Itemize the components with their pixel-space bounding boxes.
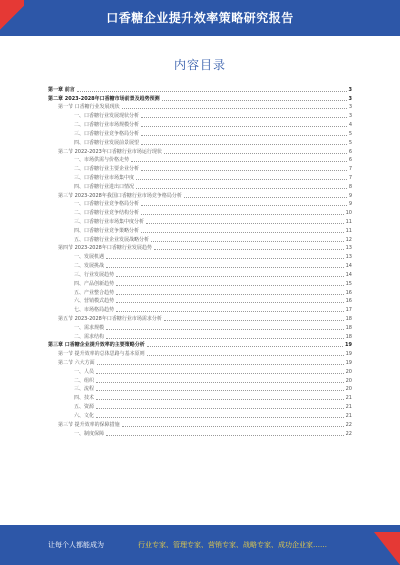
toc-entry[interactable] [48, 84, 352, 93]
toc-entry-label: 五、产业整合趋势 [74, 289, 115, 296]
toc-entry-page: 20 [345, 368, 352, 375]
toc-dot-leader [136, 188, 347, 189]
toc-entry[interactable] [48, 419, 352, 428]
toc-dot-leader [131, 161, 347, 162]
toc-entry[interactable] [48, 348, 352, 357]
toc-entry-label: 三、口香糖行业市场集中度分析 [74, 219, 145, 225]
toc-entry-label: 第一节 口香糖行业发展现状 [58, 104, 120, 111]
toc-entry-label: 一、需求规模 [74, 324, 105, 331]
toc-entry-page: 17 [345, 307, 352, 314]
toc-entry-label: 第三节 提升效率的保障措施 [58, 421, 120, 428]
toc-entry-label: 一、口香糖行业竞争格局分析 [74, 201, 140, 208]
toc-entry-label: 五、资源 [74, 404, 95, 411]
toc-dot-leader [96, 373, 344, 374]
toc-entry[interactable] [48, 102, 352, 111]
toc-entry-page: 13 [345, 245, 352, 252]
toc-dot-leader [96, 382, 344, 383]
toc-entry[interactable] [48, 357, 352, 366]
toc-entry-page: 13 [345, 254, 352, 261]
toc-entry-label: 二、需求结构 [74, 333, 105, 340]
toc-entry[interactable] [48, 163, 352, 172]
toc-entry-label: 一、口香糖行业发展现状分析 [74, 113, 140, 120]
toc-entry-label: 二、口香糖行业竞争结构分析 [74, 210, 140, 217]
toc-entry[interactable] [48, 296, 352, 305]
toc-entry-page: 11 [345, 219, 352, 225]
toc-dot-leader [164, 153, 347, 154]
toc-dot-leader [184, 197, 347, 198]
toc-dot-leader [116, 311, 344, 312]
toc-entry[interactable] [48, 155, 352, 164]
toc-dot-leader [106, 435, 344, 436]
toc-entry-label: 三、流程 [74, 386, 95, 393]
toc-entry-page: 5 [348, 139, 352, 146]
toc-entry[interactable] [48, 366, 352, 375]
toc-entry-label: 四、技术 [74, 395, 95, 402]
toc-entry[interactable] [48, 181, 352, 190]
toc-entry-page: 21 [345, 404, 352, 411]
toc-entry-label: 二、发展挑战 [74, 263, 105, 270]
toc-dot-leader [154, 249, 344, 250]
toc-entry-label: 四、口香糖行业进出口情况 [74, 183, 135, 190]
footer-slogan-highlight: 行业专家、管理专家、营销专家、战略专家、成功企业家…… [138, 541, 327, 549]
toc-dot-leader [106, 267, 344, 268]
toc-entry-page: 14 [345, 263, 352, 270]
toc-entry-label: 二、口香糖行业市场规模分析 [74, 122, 140, 129]
toc-entry[interactable] [48, 260, 352, 269]
toc-entry[interactable] [48, 128, 352, 137]
toc-dot-leader [96, 417, 344, 418]
toc-dot-leader [116, 302, 344, 303]
toc-dot-leader [96, 390, 344, 391]
toc-entry-label: 三、口香糖行业市场集中度 [74, 174, 135, 181]
toc-entry[interactable] [48, 287, 352, 296]
toc-entry[interactable] [48, 401, 352, 410]
toc-entry-page: 3 [348, 86, 352, 93]
toc-entry[interactable] [48, 322, 352, 331]
toc-dot-leader [116, 294, 344, 295]
toc-entry[interactable] [48, 172, 352, 181]
toc-entry-page: 11 [345, 227, 352, 234]
toc-entry-page: 19 [345, 342, 352, 349]
toc-entry[interactable] [48, 234, 352, 243]
toc-entry-page: 3 [348, 113, 352, 120]
footer-slogan-lead: 让每个人都能成为 [48, 541, 104, 549]
toc-entry[interactable] [48, 410, 352, 419]
toc-entry-page: 19 [345, 351, 352, 358]
toc-entry-label: 第三章 口香糖企业提升效率的主要策略分析 [48, 342, 145, 349]
toc-dot-leader [151, 241, 344, 242]
toc-entry-page: 9 [348, 192, 352, 199]
toc-entry-page: 21 [345, 412, 352, 419]
toc-entry[interactable] [48, 340, 352, 349]
toc-dot-leader [164, 320, 344, 321]
toc-dot-leader [141, 144, 347, 145]
toc-entry-label: 四、口香糖行业竞争策略分析 [74, 227, 140, 234]
toc-entry-label: 一、发展机遇 [74, 254, 105, 261]
toc-entry-page: 3 [348, 95, 352, 102]
toc-entry-label: 六、文化 [74, 412, 95, 419]
toc-entry-label: 第四节 2023-2028年口香糖行业发展趋势 [58, 245, 152, 252]
toc-entry[interactable] [48, 119, 352, 128]
toc-dot-leader [162, 100, 347, 101]
toc-entry-page: 10 [345, 210, 352, 217]
toc-dot-leader [96, 399, 344, 400]
toc-entry-page: 15 [345, 280, 352, 287]
toc-entry[interactable] [48, 137, 352, 146]
toc-entry[interactable] [48, 269, 352, 278]
toc-dot-leader [136, 179, 347, 180]
toc-entry-page: 6 [348, 157, 352, 164]
toc-entry-page: 18 [345, 324, 352, 331]
toc-entry[interactable] [48, 243, 352, 252]
toc-dot-leader [106, 329, 344, 330]
toc-entry-page: 12 [345, 236, 352, 243]
toc-entry-page: 20 [345, 377, 352, 384]
toc-heading: 内容目录 [173, 58, 226, 72]
toc-entry[interactable] [48, 375, 352, 384]
toc-entry-page: 14 [345, 271, 352, 278]
toc-entry[interactable] [48, 428, 352, 437]
toc-dot-leader [141, 214, 344, 215]
toc-dot-leader [106, 338, 344, 339]
toc-entry-page: 20 [345, 386, 352, 393]
toc-entry-label: 第一章 前言 [48, 86, 75, 93]
toc-entry-label: 三、行业发展趋势 [74, 271, 115, 278]
toc-dot-leader [141, 170, 347, 171]
footer-red-accent [374, 532, 400, 565]
toc-entry-label: 第一节 提升效率的总体思路与基本原则 [58, 351, 145, 358]
toc-entry-page: 21 [345, 395, 352, 402]
toc-entry-label: 四、口香糖行业发展前景展望 [74, 139, 140, 146]
toc-entry[interactable] [48, 225, 352, 234]
toc-dot-leader [146, 223, 344, 224]
toc-dot-leader [77, 91, 347, 92]
toc-entry-label: 三、口香糖行业竞争格局分析 [74, 130, 140, 137]
toc-entry[interactable] [48, 278, 352, 287]
toc-entry[interactable] [48, 251, 352, 260]
toc-entry-page: 16 [345, 298, 352, 305]
toc-entry[interactable] [48, 331, 352, 340]
toc-entry-label: 第二节 六大方面 [58, 360, 95, 366]
toc-entry-page: 7 [348, 166, 352, 173]
toc-dot-leader [96, 408, 344, 409]
toc-entry-page: 16 [345, 289, 352, 296]
toc-entry[interactable] [48, 190, 352, 199]
toc-dot-leader [122, 108, 347, 109]
toc-entry[interactable] [48, 384, 352, 393]
toc-entry-label: 第五节 2023-2028年口香糖行业市场需求分析 [58, 315, 162, 322]
toc-entry[interactable] [48, 93, 352, 102]
toc-entry[interactable] [48, 392, 352, 401]
toc-entry-label: 六、营销模式趋势 [74, 298, 115, 305]
toc-dot-leader [141, 135, 347, 136]
toc-entry[interactable] [48, 216, 352, 225]
toc-entry-page: 3 [348, 104, 352, 111]
toc-entry-page: 22 [345, 430, 352, 437]
toc-entry-label: 第二节 2022-2023年口香糖行业市场运行现状 [58, 148, 162, 155]
toc-entry[interactable] [48, 207, 352, 216]
toc-dot-leader [106, 258, 344, 259]
toc-dot-leader [116, 276, 344, 277]
toc-entry-page: 9 [348, 201, 352, 208]
toc-entry[interactable] [48, 146, 352, 155]
toc-entry-page: 19 [345, 360, 352, 366]
table-of-contents [48, 84, 352, 437]
toc-dot-leader [97, 364, 344, 365]
toc-dot-leader [141, 232, 344, 233]
toc-entry[interactable] [48, 304, 352, 313]
toc-dot-leader [116, 285, 344, 286]
toc-entry-label: 四、产品创新趋势 [74, 280, 115, 287]
toc-dot-leader [122, 426, 344, 427]
toc-entry-page: 5 [348, 130, 352, 137]
toc-entry-label: 五、口香糖行业企业发展战略分析 [74, 236, 150, 243]
toc-entry-label: 一、市场供需与价格走势 [74, 157, 130, 164]
toc-entry-page: 18 [345, 315, 352, 322]
toc-entry-page: 18 [345, 333, 352, 340]
toc-entry-label: 二、口香糖行业主要企业分析 [74, 166, 140, 173]
toc-entry-page: 8 [348, 183, 352, 190]
toc-entry[interactable] [48, 110, 352, 119]
toc-entry-page: 22 [345, 421, 352, 428]
toc-entry-page: 7 [348, 174, 352, 181]
toc-entry-label: 七、市场格局趋势 [74, 307, 115, 314]
toc-entry-label: 一、人员 [74, 368, 95, 375]
toc-dot-leader [147, 346, 343, 347]
toc-dot-leader [141, 126, 347, 127]
toc-dot-leader [141, 117, 347, 118]
toc-entry-label: 第二章 2023-2028年口香糖市场前景及趋势预测 [48, 95, 160, 102]
toc-entry-label: 一、制度保障 [74, 430, 105, 437]
toc-entry-label: 第三节 2023-2028年我国口香糖行业市场竞争格局分析 [58, 192, 182, 199]
toc-entry[interactable] [48, 199, 352, 208]
toc-entry[interactable] [48, 313, 352, 322]
toc-dot-leader [147, 355, 344, 356]
toc-entry-page: 6 [348, 148, 352, 155]
toc-entry-label: 二、组织 [74, 377, 95, 384]
report-title: 口香糖企业提升效率策略研究报告 [106, 11, 294, 25]
toc-entry-page: 4 [348, 122, 352, 129]
toc-dot-leader [141, 205, 347, 206]
